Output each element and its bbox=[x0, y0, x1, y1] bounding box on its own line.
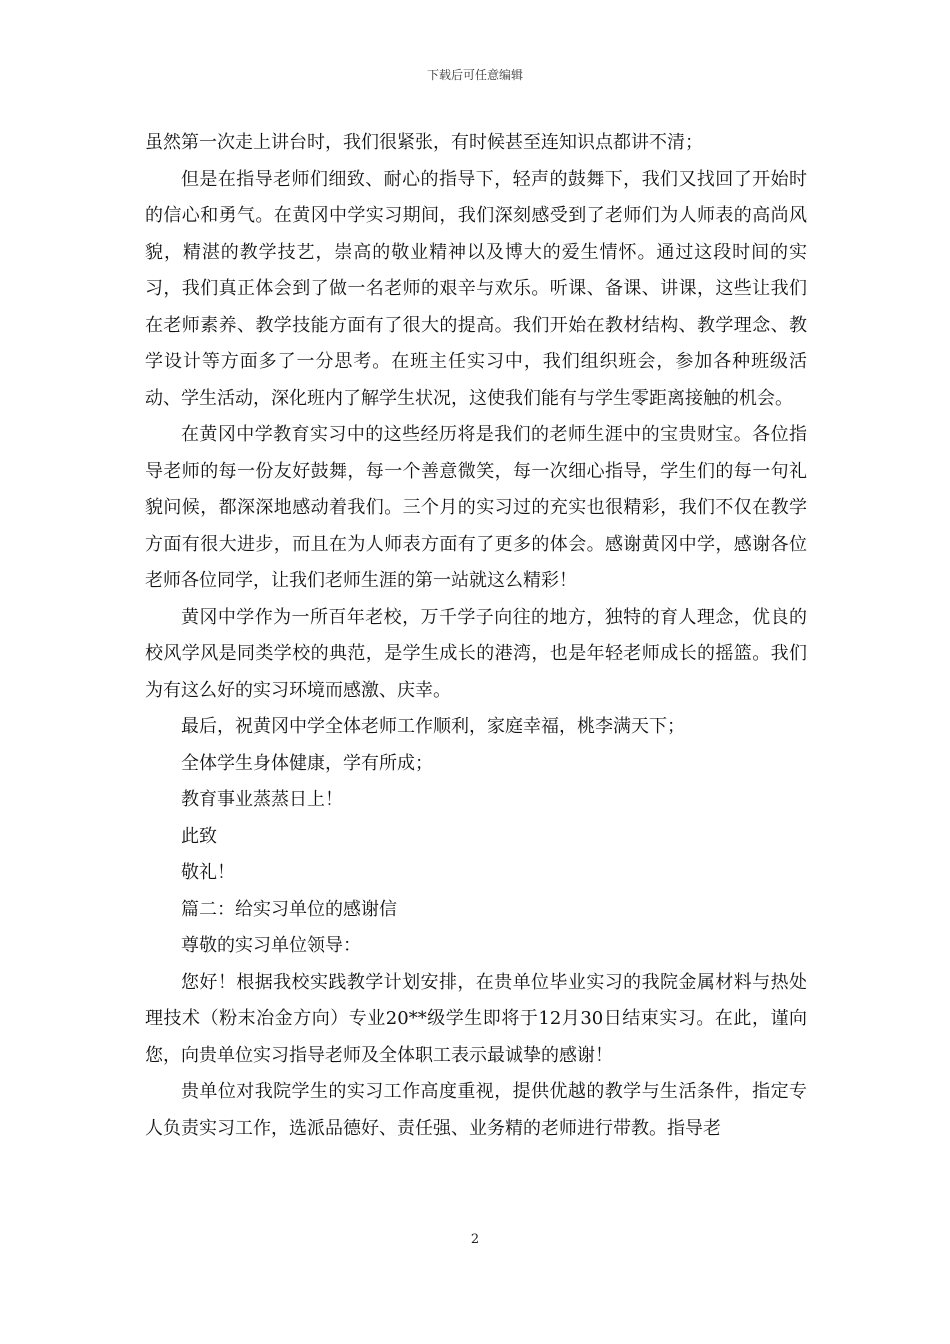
paragraph: 敬礼！ bbox=[181, 862, 235, 883]
paragraph: 最后，祝黄冈中学全体老师工作顺利，家庭幸福，桃李满天下； bbox=[181, 716, 685, 737]
paragraph: 您好！根据我校实践教学计划安排，在贵单位毕业实习的我院金属材料与热处理技术（粉末冶金方向）专业20**级学生即将于12月30日结束实习。在此，谨向您，向贵单位实习指导老师及全体职工表示最诚挚的感谢！ bbox=[145, 971, 807, 1066]
page-number: 2 bbox=[470, 1232, 480, 1247]
document-body bbox=[145, 125, 807, 1147]
paragraph: 全体学生身体健康，学有所成； bbox=[181, 752, 433, 774]
paragraph: 黄冈中学作为一所百年老校，万千学子向往的地方，独特的育人理念，优良的校风学风是同类学校的典范，是学生成长的港湾，也是年轻老师成长的摇篮。我们为有这么好的实习环境而感激、庆幸。 bbox=[145, 606, 807, 701]
section-heading: 篇二：给实习单位的感谢信 bbox=[181, 898, 397, 920]
paragraph: 此致 bbox=[181, 825, 217, 847]
page-header: 下载后可任意编辑 bbox=[426, 68, 523, 82]
paragraph: 在黄冈中学教育实习中的这些经历将是我们的老师生涯中的宝贵财宝。各位指导老师的每一份友好鼓舞，每一个善意微笑，每一次细心指导，学生们的每一句礼貌问候，都深深地感动着我们。三个月的实习过的充实也很精彩，我们不仅在教学方面有很大进步，而且在为人师表方面有了更多的体会。感谢黄冈中学，感谢各位老师各位同学，让我们老师生涯的第一站就这么精彩！ bbox=[145, 424, 807, 591]
paragraph: 贵单位对我院学生的实习工作高度重视，提供优越的教学与生活条件，指定专人负责实习工作，选派品德好、责任强、业务精的老师进行带教。指导老 bbox=[145, 1081, 807, 1139]
salutation: 尊敬的实习单位领导： bbox=[181, 935, 361, 956]
paragraph: 教育事业蒸蒸日上！ bbox=[181, 789, 343, 810]
paragraph-continued: 虽然第一次走上讲台时，我们很紧张，有时候甚至连知识点都讲不清； bbox=[145, 132, 703, 153]
paragraph: 但是在指导老师们细致、耐心的指导下，轻声的鼓舞下，我们又找回了开始时的信心和勇气。在黄冈中学实习期间，我们深刻感受到了老师们为人师表的高尚风貌，精湛的教学技艺，崇高的敬业精神以及博大的爱生情怀。通过这段时间的实习，我们真正体会到了做一名老师的艰辛与欢乐。听课、备课、讲课，这些让我们在老师素养、教学技能方面有了很大的提高。我们开始在教材结构、教学理念、教学设计等方面多了一分思考。在班主任实习中，我们组织班会，参加各种班级活动、学生活动，深化班内了解学生状况，这使我们能有与学生零距离接触的机会。 bbox=[145, 168, 807, 409]
